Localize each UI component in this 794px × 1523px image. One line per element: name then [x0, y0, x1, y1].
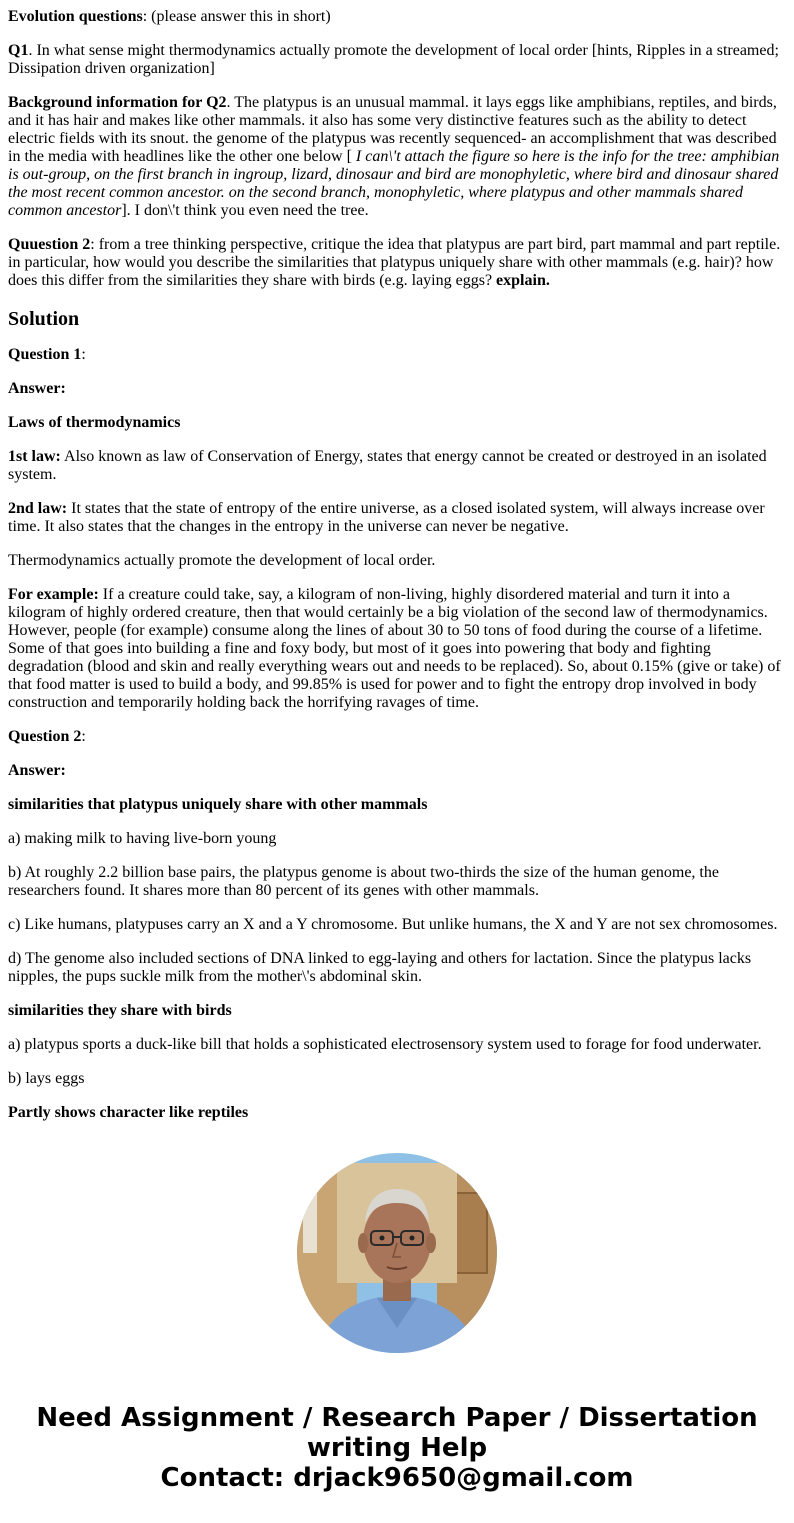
- avatar: [297, 1153, 497, 1353]
- solution-heading: Solution: [8, 308, 80, 330]
- bird-point: b) lays eggs: [8, 1070, 85, 1087]
- law1-paragraph: [8, 448, 786, 484]
- q1-paragraph: [8, 42, 786, 78]
- law1-label: 1st law:: [8, 448, 61, 465]
- footer-help-text: Need Assignment / Research Paper / Dissertation writing Help: [36, 1403, 758, 1463]
- mammal-point: d) The genome also included sections of DNA linked to egg-laying and others for lactation. Since the platypus lacks nipples, the pups suckle milk from the mother\'s abdominal skin.: [8, 950, 752, 985]
- intro-rest: : (please answer this in short): [142, 8, 331, 25]
- background-tree-info: I can\'t attach the figure so here is the info for the tree: amphibian is out-group, on the first branch in ingroup, lizard, dinosaur and bird are monophyletic, where bird and dinosaur shared the most recent common ancestor. on the second branch, monophyletic, where platypus and other mammals shared common ancestor: [8, 148, 780, 219]
- mammals-heading-text: similarities that platypus uniquely share with other mammals: [8, 796, 428, 813]
- answer2-answer-label: [8, 762, 786, 780]
- mammal-point: c) Like humans, platypuses carry an X and a Y chromosome. But unlike humans, the X and Y are not sex chromosomes.: [8, 916, 778, 933]
- person-portrait-icon: [297, 1153, 497, 1353]
- q2-paragraph: [8, 236, 786, 290]
- example-label: For example:: [8, 586, 99, 603]
- birds-heading-text: similarities they share with birds: [8, 1002, 232, 1019]
- footer-banner: [0, 1403, 794, 1493]
- answer2-answer-text: Answer:: [8, 762, 66, 779]
- answer1-answer-text: Answer:: [8, 380, 66, 397]
- mammals-heading: [8, 796, 786, 814]
- reptiles-heading-text: Partly shows character like reptiles: [8, 1104, 249, 1121]
- answer2-colon: :: [81, 728, 86, 745]
- background-label: Background information for Q2: [8, 94, 227, 111]
- q1-label: Q1: [8, 42, 29, 59]
- answer1-question: [8, 346, 786, 364]
- answer1-question-label: Question 1: [8, 346, 82, 363]
- q2-text: : from a tree thinking perspective, critique the idea that platypus are part bird, part mammal and part reptile. in particular, how would you describe the similarities that platypus uniquely share with other mammals (e.g. hair)? how does this differ from the similarities they share with birds (e.g. laying eggs?: [8, 236, 781, 289]
- reptiles-heading: [8, 1104, 786, 1122]
- example-text: If a creature could take, say, a kilogram of non-living, highly disordered material and turn it into a kilogram of highly ordered creature, then that would certainly be a big violation of the second law of thermodynamics. However, people (for example) consume along the lines of about 30 to 50 tons of food during the course of a lifetime. Some of that goes into building a fine and foxy body, but most of it goes into powering that body and fighting degradation (blood and skin and really everything wears out and needs to be replaced). So, about 0.15% (give or take) of that food matter is used to build a body, and 99.85% is used for power and to fight the entropy drop involved in body construction and temporarily holding back the horrifying ravages of time.: [8, 586, 781, 711]
- thermo-statement: Thermodynamics actually promote the development of local order.: [8, 552, 436, 569]
- q2-label: Quuestion 2: [8, 236, 91, 253]
- answer1-colon: :: [81, 346, 86, 363]
- answer2-question: [8, 728, 786, 746]
- background-end: ]. I don\'t think you even need the tree.: [121, 202, 369, 219]
- birds-heading: [8, 1002, 786, 1020]
- bird-point: a) platypus sports a duck-like bill that holds a sophisticated electrosensory system used to forage for food underwater.: [8, 1036, 762, 1053]
- law2-paragraph: [8, 500, 786, 536]
- mammal-point: b) At roughly 2.2 billion base pairs, the platypus genome is about two-thirds the size of the human genome, the researchers found. It shares more than 80 percent of its genes with other mammals.: [8, 864, 719, 899]
- law2-text: It states that the state of entropy of the entire universe, as a closed isolated system, will always increase over time. It also states that the changes in the entropy in the universe can never be negative.: [8, 500, 765, 535]
- intro-paragraph: [8, 8, 786, 26]
- example-paragraph: [8, 586, 786, 712]
- document-body: [8, 0, 786, 1124]
- background-paragraph: [8, 94, 786, 220]
- answer2-question-label: Question 2: [8, 728, 82, 745]
- law2-label: 2nd law:: [8, 500, 68, 517]
- mammal-point: a) making milk to having live-born young: [8, 830, 277, 847]
- law1-text: Also known as law of Conservation of Energy, states that energy cannot be created or destroyed in an isolated system.: [8, 448, 767, 483]
- q1-text: . In what sense might thermodynamics actually promote the development of local order [hints, Ripples in a streamed; Dissipation driven organization]: [8, 42, 779, 77]
- intro-title: Evolution questions: [8, 8, 143, 25]
- answer1-answer-label: [8, 380, 786, 398]
- laws-heading-text: Laws of thermodynamics: [8, 414, 181, 431]
- q2-explain: explain.: [496, 272, 550, 289]
- footer-contact-text: Contact: drjack9650@gmail.com: [160, 1463, 634, 1493]
- background-text: . The platypus is an unusual mammal. it lays eggs like amphibians, reptiles, and birds, and it has hair and makes like other mammals. it also has some very distinctive features such as the ability to detect electric fields with its snout. the genome of the platypus was recently sequenced- an accomplishment that was described in the media with headlines like the other one below [: [8, 94, 777, 165]
- laws-heading: [8, 414, 786, 432]
